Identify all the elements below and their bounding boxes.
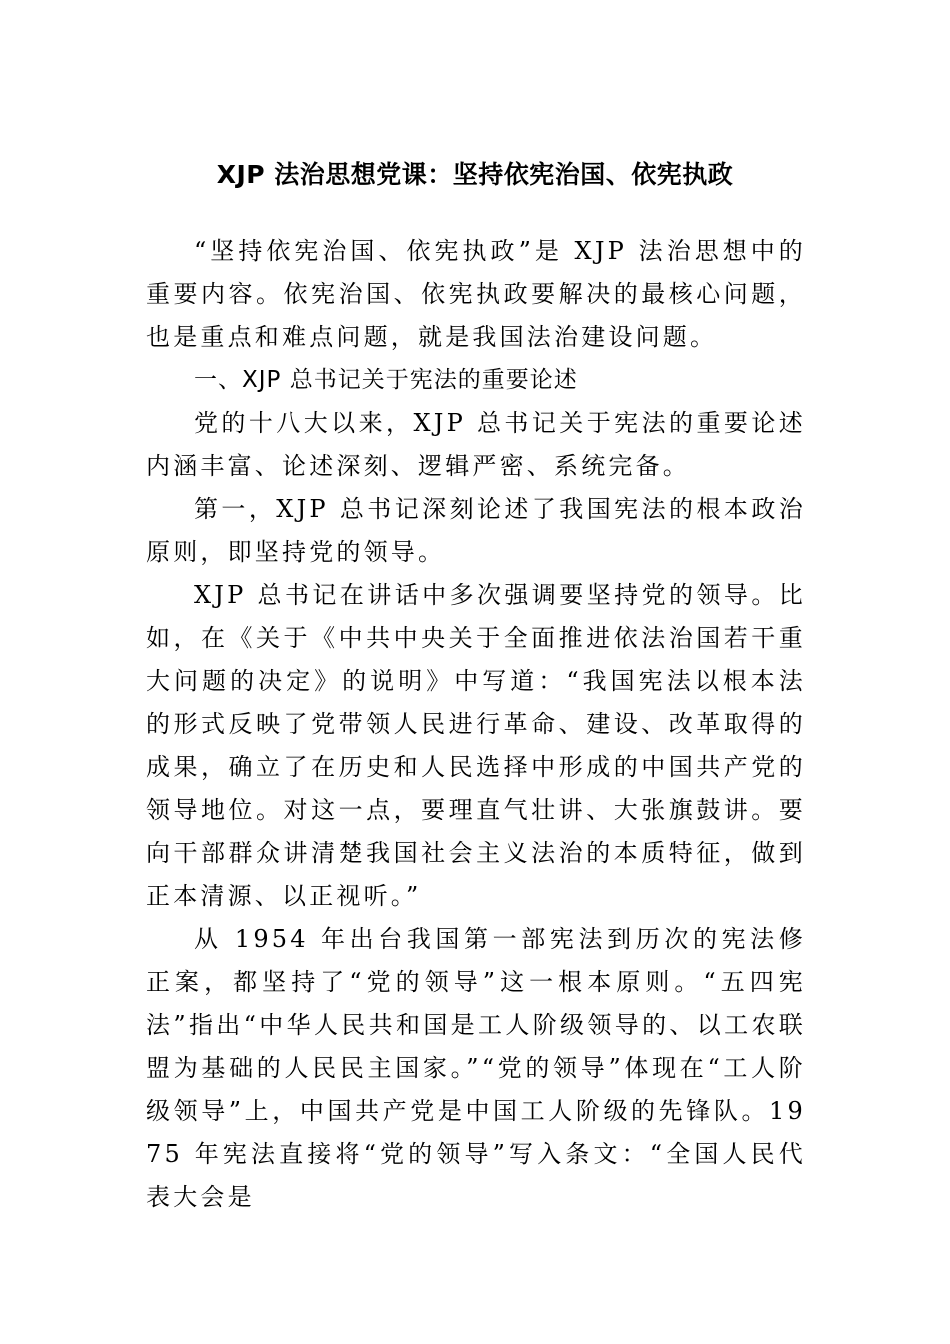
body-paragraph: 第一，XJP 总书记深刻论述了我国宪法的根本政治原则，即坚持党的领导。 (146, 495, 806, 566)
body-paragraph: 党的十八大以来，XJP 总书记关于宪法的重要论述内涵丰富、论述深刻、逻辑严密、系统完备。 (146, 409, 806, 480)
body-paragraph: XJP 总书记在讲话中多次强调要坚持党的领导。比如，在《关于《中共中央关于全面推进依法治国若干重大问题的决定》的说明》中写道：“我国宪法以根本法的形式反映了党带领人民进行革命、建设、改革取得的成果，确立了在历史和人民选择中形成的中国共产党的领导地位。对这一点，要理直气壮讲、大张旗鼓讲。要向干部群众讲清楚我国社会主义法治的本质特征，做到正本清源、以正视听。” (146, 581, 806, 910)
body-paragraph: 从 1954 年出台我国第一部宪法到历次的宪法修正案，都坚持了“党的领导”这一根本原则。“五四宪法”指出“中华人民共和国是工人阶级领导的、以工农联盟为基础的人民民主国家。”“党的领导”体现在“工人阶级领导”上，中国共产党是中国工人阶级的先锋队。1975 年宪法直接将“党的领导”写入条文：“全国人民代表大会是 (146, 925, 806, 1211)
document-title: XJP 法治思想党课：坚持依宪治国、依宪执政 (216, 160, 734, 189)
document-body (146, 230, 806, 1219)
intro-paragraph: “坚持依宪治国、依宪执政”是 XJP 法治思想中的重要内容。依宪治国、依宪执政要解决的最核心问题，也是重点和难点问题，就是我国法治建设问题。 (146, 237, 806, 351)
section-heading-1: 一、XJP 总书记关于宪法的重要论述 (194, 367, 578, 393)
